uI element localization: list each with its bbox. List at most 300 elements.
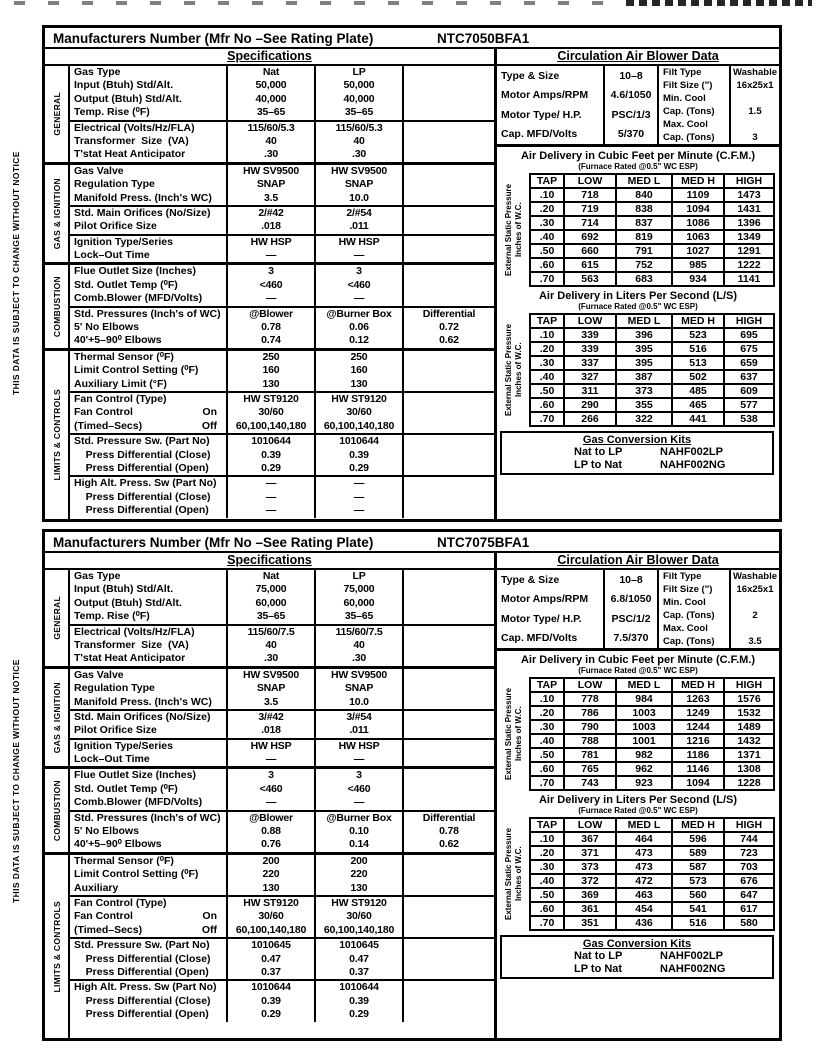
spec-row xyxy=(70,178,494,191)
spec-value: 115/60/5.3 xyxy=(228,122,316,135)
spec-value: <460 xyxy=(228,279,316,292)
cfm-table-subtitle: (Furnace Rated @0.5" WC ESP) xyxy=(578,666,698,675)
kv-value: 4.6/1050 xyxy=(603,86,657,106)
specifications-column xyxy=(45,49,497,519)
spec-row xyxy=(70,93,494,106)
spec-label-text: Manifold Press. (Inch's WC) xyxy=(74,695,212,708)
air-row xyxy=(530,748,774,762)
model-number: NTC7075BFA1 xyxy=(437,535,530,550)
section-rows xyxy=(70,265,494,347)
spec-section xyxy=(45,265,494,350)
spec-value: 50,000 xyxy=(316,79,404,92)
air-cell: 472 xyxy=(616,874,672,888)
spec-value: 250 xyxy=(228,351,316,364)
spec-value xyxy=(404,626,494,639)
spec-row xyxy=(70,981,494,994)
panel-title: Manufacturers Number (Mfr No –See Rating Plate) xyxy=(53,31,374,46)
air-cell: .50 xyxy=(530,888,564,902)
spec-label-text: Flue Outlet Size (Inches) xyxy=(74,265,196,278)
air-cell: 714 xyxy=(564,216,616,230)
spec-value: — xyxy=(316,753,404,766)
esp-axis-label xyxy=(497,313,529,427)
air-cell: 1109 xyxy=(672,188,724,202)
air-cell: 676 xyxy=(724,874,774,888)
air-cell: 1396 xyxy=(724,216,774,230)
spec-label-text: Output (Btuh) Std/Alt. xyxy=(74,92,182,105)
spec-row-group xyxy=(70,570,494,626)
air-col-header: HIGH xyxy=(724,314,774,328)
air-row xyxy=(530,706,774,720)
blower-motor-table xyxy=(497,570,657,648)
spec-value xyxy=(404,393,494,406)
blower-data-column xyxy=(497,49,779,519)
air-cell: 373 xyxy=(616,384,672,398)
spec-label-text: Temp. Rise (⁰F) xyxy=(74,106,150,119)
spec-row xyxy=(70,1008,494,1021)
spec-label-text: Press Differential (Open) xyxy=(74,504,209,517)
air-cell: 1086 xyxy=(672,216,724,230)
air-cell: 337 xyxy=(564,356,616,370)
spec-row xyxy=(70,207,494,220)
air-cell: 1489 xyxy=(724,720,774,734)
air-col-header: TAP xyxy=(530,174,564,188)
spec-value: 40 xyxy=(316,135,404,148)
spec-row-label xyxy=(70,696,228,709)
ls-table-subtitle: (Furnace Rated @0.5" WC ESP) xyxy=(578,806,698,815)
spec-label-text: Press Differential (Open) xyxy=(74,965,209,978)
kv-value: 16x25x1 xyxy=(729,79,779,92)
spec-value xyxy=(404,953,494,966)
spec-label-text: Press Differential (Open) xyxy=(74,461,209,474)
spec-value xyxy=(404,583,494,596)
spec-value: 0.37 xyxy=(316,966,404,979)
air-cell: 683 xyxy=(616,272,672,286)
spec-value: 0.47 xyxy=(228,953,316,966)
air-cell: 473 xyxy=(616,846,672,860)
spec-value: 0.29 xyxy=(316,462,404,475)
spec-row xyxy=(70,669,494,682)
spec-label-text: (Timed–Secs) xyxy=(74,419,143,432)
section-label-text: LIMITS & CONTROLS xyxy=(51,900,62,993)
spec-row-label xyxy=(70,66,228,79)
air-cell: .70 xyxy=(530,272,564,286)
air-cell: 1576 xyxy=(724,692,774,706)
air-col-header: TAP xyxy=(530,818,564,832)
spec-value: Differential xyxy=(422,811,476,824)
spec-value xyxy=(404,740,494,753)
kv-label: Cap. MFD/Volts xyxy=(501,632,578,645)
spec-row xyxy=(70,868,494,881)
kv-label: Min. Cool xyxy=(663,93,706,104)
model-number: NTC7050BFA1 xyxy=(437,31,530,46)
spec-row-label xyxy=(70,740,228,753)
ls-table xyxy=(529,313,775,427)
kv-label: Cap. (Tons) xyxy=(663,132,715,143)
air-row xyxy=(530,258,774,272)
spec-row-label xyxy=(70,882,228,895)
spec-label-text: 40'+5–90⁰ Elbows xyxy=(74,838,162,851)
air-cell: 1027 xyxy=(672,244,724,258)
kv-label: Filt Type xyxy=(663,67,702,78)
spec-row-label xyxy=(70,626,228,639)
section-rows xyxy=(70,769,494,851)
ls-table-title: Air Delivery in Liters Per Second (L/S) xyxy=(538,290,738,302)
spec-value: Nat xyxy=(228,570,316,583)
air-row xyxy=(530,832,774,846)
air-cell: 985 xyxy=(672,258,724,272)
air-col-header: MED H xyxy=(672,818,724,832)
spec-value xyxy=(404,435,494,448)
air-cell: 765 xyxy=(564,762,616,776)
kv-label: Cap. (Tons) xyxy=(663,610,715,621)
spec-row xyxy=(70,351,494,364)
kit-row xyxy=(502,446,772,459)
air-cell: 703 xyxy=(724,860,774,874)
spec-row-group xyxy=(70,207,494,236)
air-cell: 454 xyxy=(616,902,672,916)
spec-value xyxy=(404,711,494,724)
spec-value: Nat xyxy=(228,66,316,79)
spec-value: 0.88 xyxy=(228,825,316,838)
spec-row-label xyxy=(70,939,228,952)
spec-row-group xyxy=(70,351,494,393)
spec-value: LP xyxy=(316,66,404,79)
air-cell: 485 xyxy=(672,384,724,398)
air-cell: 290 xyxy=(564,398,616,412)
spec-row-label xyxy=(70,148,228,161)
spec-value: 40 xyxy=(316,639,404,652)
spec-row xyxy=(70,610,494,623)
spec-row-label xyxy=(70,953,228,966)
spec-row-group xyxy=(70,308,494,348)
spec-value: 30/60 xyxy=(228,910,316,923)
spec-label-text: Std. Main Orifices (No/Size) xyxy=(74,710,211,723)
spec-row-label xyxy=(70,236,228,249)
esp-axis-label xyxy=(497,677,529,791)
air-cell: 1371 xyxy=(724,748,774,762)
ls-table-title: Air Delivery in Liters Per Second (L/S) xyxy=(538,794,738,806)
air-row xyxy=(530,902,774,916)
spec-value: <460 xyxy=(316,279,404,292)
spec-row xyxy=(70,897,494,910)
specifications-table xyxy=(45,66,494,519)
spec-section xyxy=(45,769,494,854)
section-label xyxy=(45,165,70,263)
spec-row-label xyxy=(70,449,228,462)
air-cell: 982 xyxy=(616,748,672,762)
air-cell: .70 xyxy=(530,776,564,790)
spec-value: 130 xyxy=(228,378,316,391)
air-cell: 513 xyxy=(672,356,724,370)
spec-row-label xyxy=(70,135,228,148)
spec-row-label xyxy=(70,838,228,851)
spec-row-label xyxy=(70,265,228,278)
air-row xyxy=(530,916,774,930)
air-cell: 541 xyxy=(672,902,724,916)
spec-value: — xyxy=(228,504,316,517)
air-row xyxy=(530,216,774,230)
air-cell: 560 xyxy=(672,888,724,902)
kv-value xyxy=(729,622,779,635)
specifications-heading: Specifications xyxy=(45,553,494,570)
spec-row-label xyxy=(70,122,228,135)
spec-label-suffix: Off xyxy=(201,923,217,936)
spec-row-label xyxy=(70,825,228,838)
spec-row xyxy=(70,924,494,937)
spec-row xyxy=(70,838,494,851)
spec-value xyxy=(404,910,494,923)
air-cell: 596 xyxy=(672,832,724,846)
spec-row-label xyxy=(70,796,228,809)
spec-row-group xyxy=(70,236,494,263)
air-cell: 1216 xyxy=(672,734,724,748)
spec-value: — xyxy=(316,504,404,517)
spec-row-label xyxy=(70,597,228,610)
spec-row xyxy=(70,491,494,504)
spec-label-text: Pilot Orifice Size xyxy=(74,724,157,737)
air-col-header: TAP xyxy=(530,314,564,328)
spec-row xyxy=(70,406,494,419)
spec-row xyxy=(70,308,494,321)
spec-value: <460 xyxy=(316,783,404,796)
air-cell: 660 xyxy=(564,244,616,258)
air-cell: 369 xyxy=(564,888,616,902)
spec-value: 0.29 xyxy=(316,1008,404,1021)
air-cell: 327 xyxy=(564,370,616,384)
air-row xyxy=(530,370,774,384)
spec-row xyxy=(70,279,494,292)
spec-value xyxy=(404,724,494,737)
spec-row-group xyxy=(70,939,494,981)
air-col-header: MED L xyxy=(616,678,672,692)
air-cell: 463 xyxy=(616,888,672,902)
air-cell: 1222 xyxy=(724,258,774,272)
spec-value: — xyxy=(316,796,404,809)
kit-row xyxy=(502,950,772,963)
kit-row xyxy=(502,459,772,472)
spec-row xyxy=(70,236,494,249)
kv-value xyxy=(729,118,779,131)
spec-value: HW ST9120 xyxy=(316,393,404,406)
air-row xyxy=(530,384,774,398)
spec-value: .30 xyxy=(228,148,316,161)
air-cell: 1003 xyxy=(616,706,672,720)
spec-value: @Blower xyxy=(228,308,316,321)
kv-label: Min. Cool xyxy=(663,597,706,608)
air-row xyxy=(530,776,774,790)
air-cell: 387 xyxy=(616,370,672,384)
section-label xyxy=(45,570,70,666)
kit-direction: Nat to LP xyxy=(574,446,623,458)
spec-value xyxy=(404,66,494,79)
air-row xyxy=(530,188,774,202)
spec-value: 0.10 xyxy=(316,825,404,838)
spec-value: 60,100,140,180 xyxy=(228,420,316,433)
air-col-header: MED L xyxy=(616,818,672,832)
spec-row xyxy=(70,135,494,148)
spec-row-label xyxy=(70,207,228,220)
spec-row xyxy=(70,570,494,583)
spec-row-label xyxy=(70,682,228,695)
air-row xyxy=(530,720,774,734)
spec-row xyxy=(70,639,494,652)
spec-value: 3/#54 xyxy=(316,711,404,724)
scan-artifact-top-right xyxy=(626,0,812,6)
air-col-header: MED L xyxy=(616,314,672,328)
spec-label-text: Electrical (Volts/Hz/FLA) xyxy=(74,121,195,134)
spec-section xyxy=(45,66,494,165)
air-cell: 1532 xyxy=(724,706,774,720)
spec-value xyxy=(404,79,494,92)
air-cell: 339 xyxy=(564,328,616,342)
spec-value xyxy=(404,966,494,979)
spec-value: 0.29 xyxy=(228,1008,316,1021)
spec-label-text: Gas Type xyxy=(74,66,121,78)
air-col-header: MED H xyxy=(672,174,724,188)
spec-label-text: Ignition Type/Series xyxy=(74,739,173,752)
air-cell: 1094 xyxy=(672,776,724,790)
spec-row-label xyxy=(70,334,228,347)
spec-value: 0.78 xyxy=(439,825,459,838)
spec-row-label xyxy=(70,855,228,868)
air-cell: .10 xyxy=(530,188,564,202)
air-col-header: LOW xyxy=(564,818,616,832)
air-cell: 617 xyxy=(724,902,774,916)
air-cell: 719 xyxy=(564,202,616,216)
air-cell: 1094 xyxy=(672,202,724,216)
air-cell: 647 xyxy=(724,888,774,902)
spec-row-label xyxy=(70,1008,228,1021)
air-cell: 819 xyxy=(616,230,672,244)
spec-row-label xyxy=(70,192,228,205)
spec-row-group xyxy=(70,626,494,666)
spec-value: 60,100,140,180 xyxy=(316,420,404,433)
spec-value: SNAP xyxy=(228,682,316,695)
air-cell: 311 xyxy=(564,384,616,398)
air-cell: 396 xyxy=(616,328,672,342)
air-cell: 1001 xyxy=(616,734,672,748)
esp-axis-label xyxy=(497,173,529,287)
air-cell: 538 xyxy=(724,412,774,426)
kv-label: Motor Type/ H.P. xyxy=(501,108,582,121)
air-col-header: LOW xyxy=(564,174,616,188)
air-row xyxy=(530,342,774,356)
spec-row xyxy=(70,79,494,92)
spec-label-text: (Timed–Secs) xyxy=(74,923,143,936)
spec-value: — xyxy=(228,753,316,766)
spec-row-label xyxy=(70,669,228,682)
spec-value: 130 xyxy=(316,882,404,895)
air-cell: 1186 xyxy=(672,748,724,762)
spec-value: .018 xyxy=(228,220,316,233)
spec-value xyxy=(404,882,494,895)
spec-value: HW HSP xyxy=(228,740,316,753)
air-cell: 322 xyxy=(616,412,672,426)
spec-value: 3/#42 xyxy=(228,711,316,724)
spec-value: — xyxy=(316,491,404,504)
spec-value xyxy=(404,924,494,937)
spec-row xyxy=(70,122,494,135)
air-cell: 587 xyxy=(672,860,724,874)
section-rows xyxy=(70,165,494,263)
air-row xyxy=(530,398,774,412)
air-cell: .60 xyxy=(530,902,564,916)
spec-row-label xyxy=(70,610,228,623)
air-cell: 1431 xyxy=(724,202,774,216)
spec-value: 60,000 xyxy=(228,597,316,610)
esp-inner-label: Inches of W.C. xyxy=(513,202,523,258)
spec-value xyxy=(404,420,494,433)
spec-value: — xyxy=(228,292,316,305)
kit-direction: LP to Nat xyxy=(574,458,623,471)
spec-value xyxy=(404,669,494,682)
kv-value xyxy=(729,596,779,609)
spec-value: 3 xyxy=(316,265,404,278)
air-header-row xyxy=(530,314,774,328)
spec-value: 35–65 xyxy=(228,610,316,623)
spec-label-text: Std. Pressure Sw. (Part No) xyxy=(74,435,210,448)
spec-value: 10.0 xyxy=(316,696,404,709)
spec-value: 0.74 xyxy=(228,334,316,347)
spec-row-group xyxy=(70,393,494,435)
spec-value: 200 xyxy=(316,855,404,868)
spec-value: 40,000 xyxy=(316,93,404,106)
spec-value xyxy=(404,378,494,391)
spec-value: 0.72 xyxy=(439,321,459,334)
air-cell: .50 xyxy=(530,384,564,398)
air-cell: 718 xyxy=(564,188,616,202)
spec-label-text: Output (Btuh) Std/Alt. xyxy=(74,596,182,609)
spec-row-label xyxy=(70,504,228,517)
air-cell: 361 xyxy=(564,902,616,916)
kv-label: Max. Cool xyxy=(663,119,708,130)
spec-label-text: Std. Pressure Sw. (Part No) xyxy=(74,939,210,952)
spec-value: — xyxy=(228,796,316,809)
kv-label: Type & Size xyxy=(501,573,560,586)
spec-value: 3 xyxy=(316,769,404,782)
spec-value: Differential xyxy=(422,307,476,320)
air-cell: 395 xyxy=(616,356,672,370)
spec-value: 60,000 xyxy=(316,597,404,610)
air-cell: 372 xyxy=(564,874,616,888)
air-cell: 840 xyxy=(616,188,672,202)
air-cell: 934 xyxy=(672,272,724,286)
spec-row-group xyxy=(70,477,494,517)
spec-row-label xyxy=(70,79,228,92)
spec-value: 0.47 xyxy=(316,953,404,966)
spec-row-label xyxy=(70,93,228,106)
air-cell: 367 xyxy=(564,832,616,846)
spec-value xyxy=(404,462,494,475)
spec-value xyxy=(404,148,494,161)
air-header-row xyxy=(530,818,774,832)
air-cell: 516 xyxy=(672,916,724,930)
air-cell: .20 xyxy=(530,202,564,216)
spec-label-text: Comb.Blower (MFD/Volts) xyxy=(74,292,203,305)
section-rows xyxy=(70,351,494,519)
blower-data-heading: Circulation Air Blower Data xyxy=(497,49,779,66)
spec-label-text: Auxiliary xyxy=(74,881,119,894)
air-row xyxy=(530,272,774,286)
spec-value: HW SV9500 xyxy=(228,165,316,178)
air-cell: 1308 xyxy=(724,762,774,776)
section-label xyxy=(45,265,70,347)
spec-value: 60,100,140,180 xyxy=(316,924,404,937)
spec-label-text: Auxiliary Limit (°F) xyxy=(74,377,167,390)
spec-label-text: Press Differential (Close) xyxy=(74,490,211,503)
spec-value: 0.39 xyxy=(228,995,316,1008)
air-cell: 573 xyxy=(672,874,724,888)
